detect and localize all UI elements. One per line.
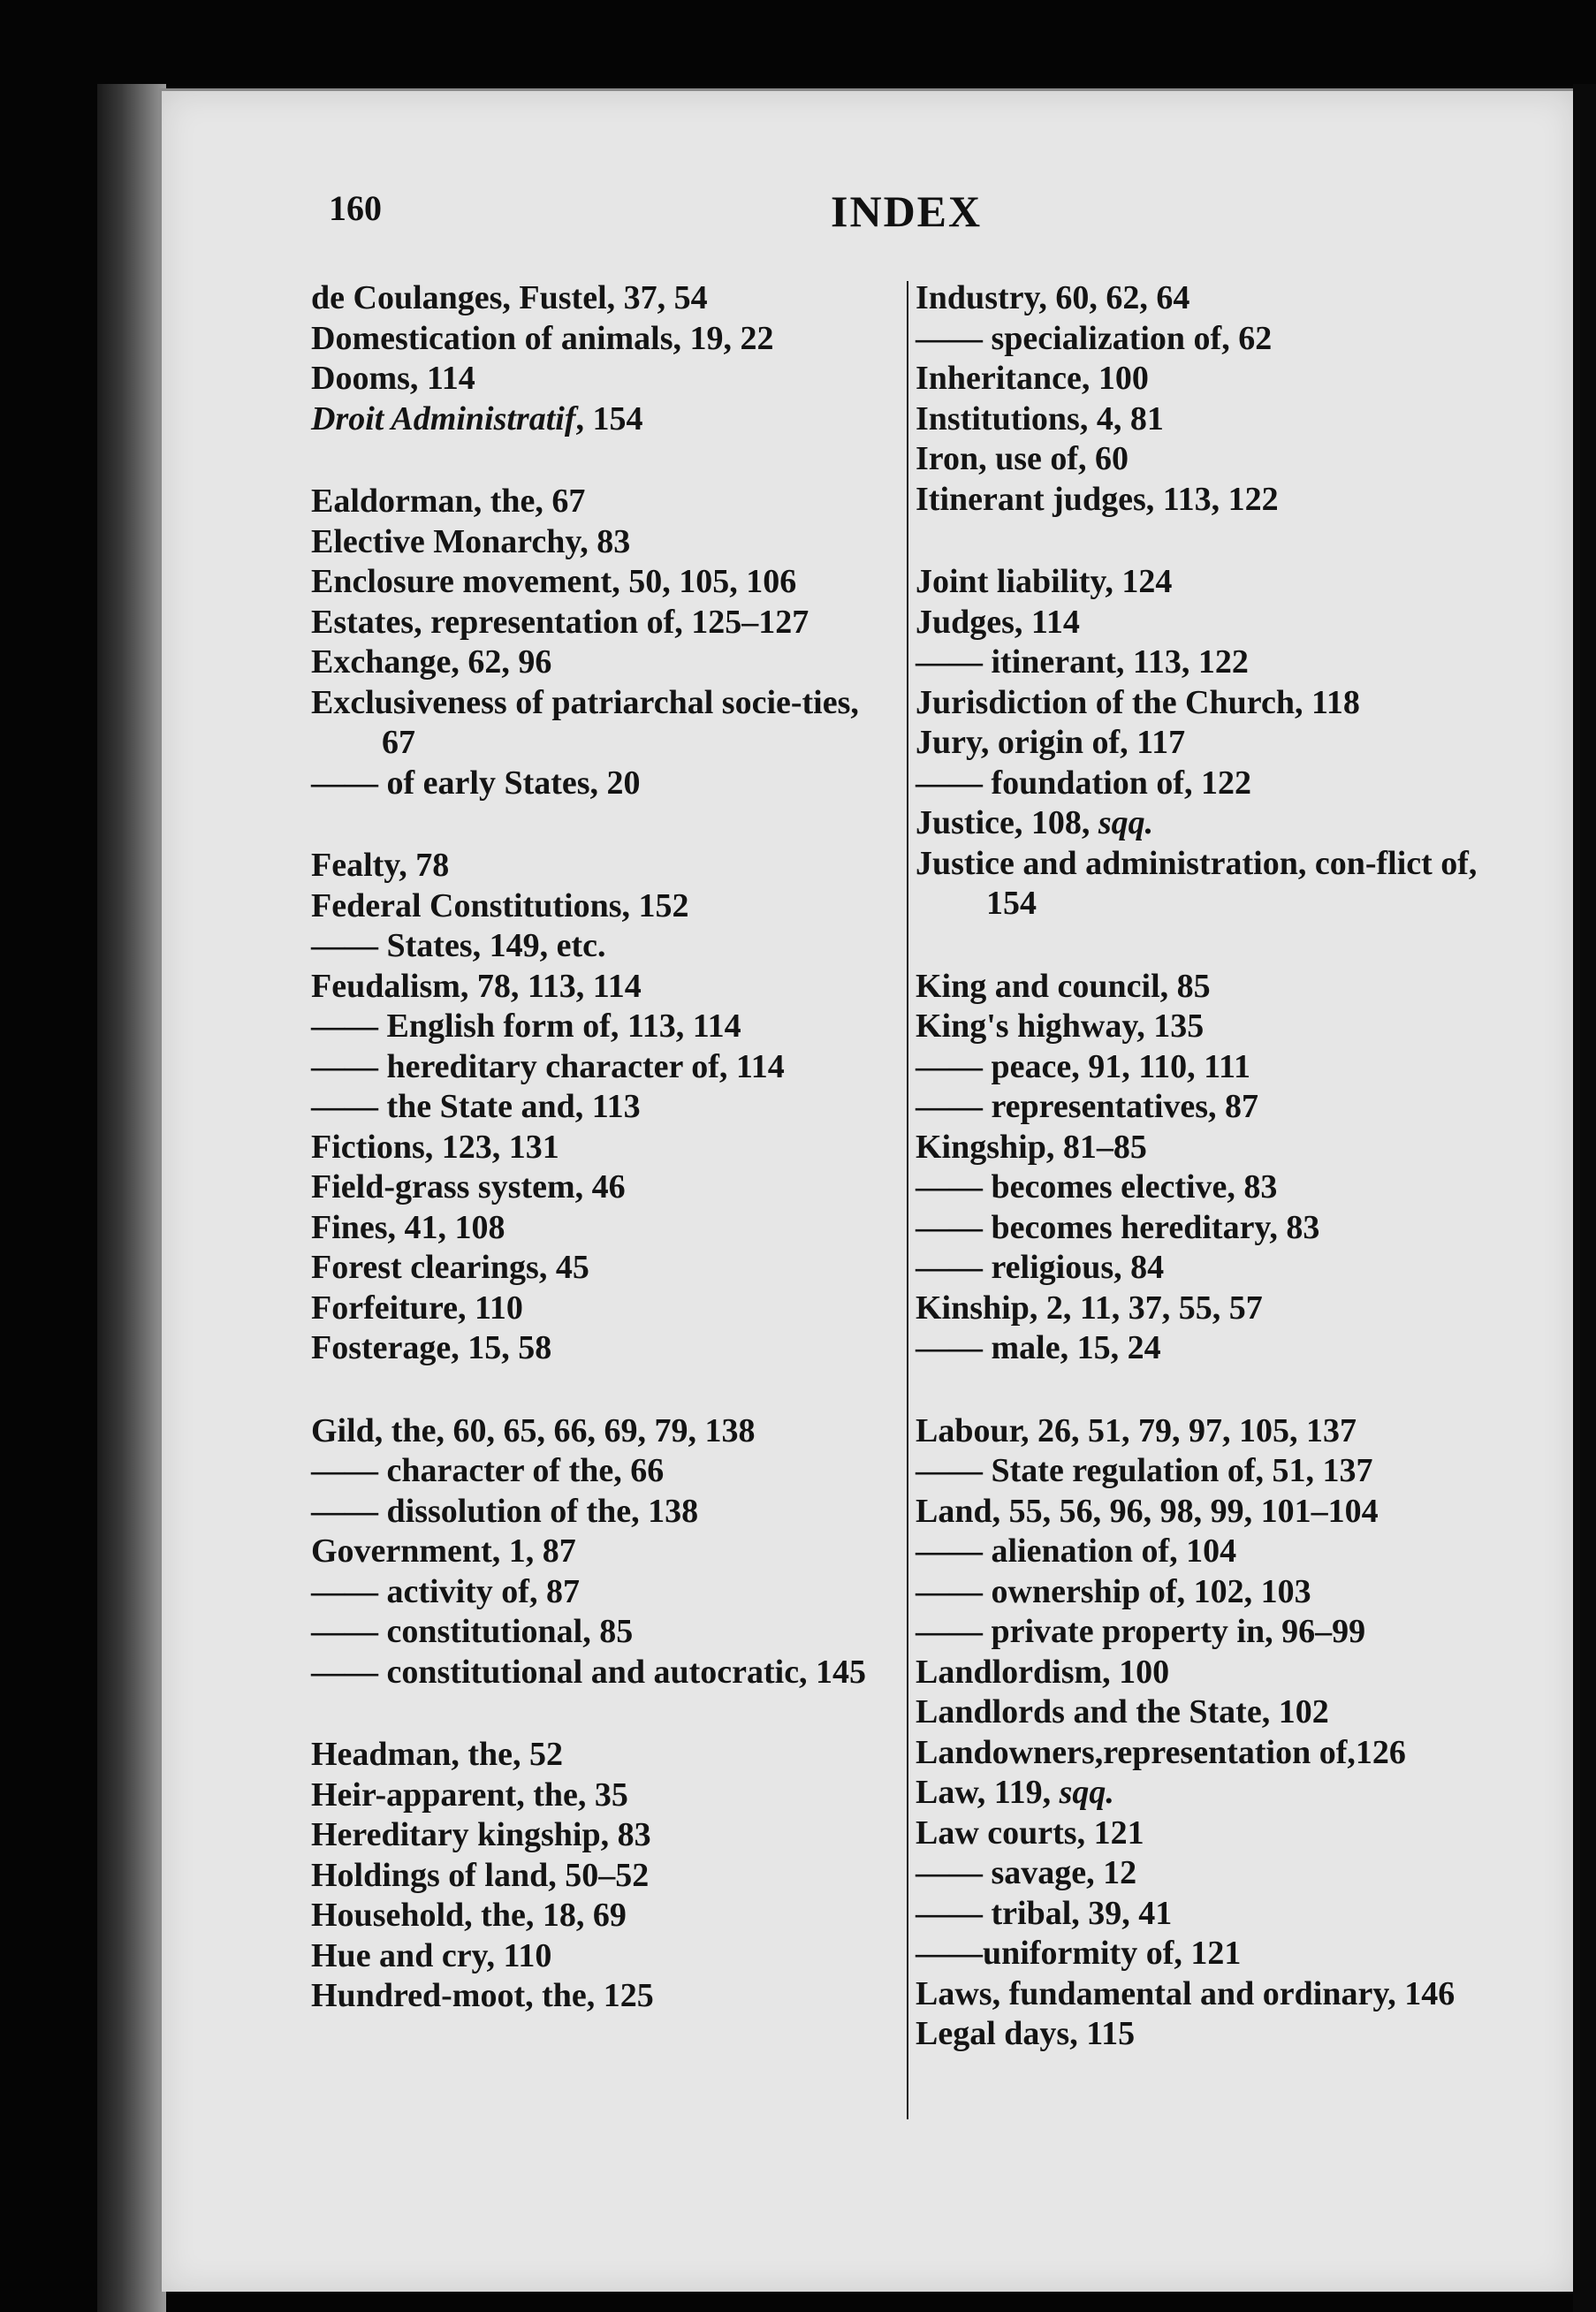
- index-entry: Domestication of animals, 19, 22: [311, 319, 774, 357]
- index-entry: Heir-apparent, the, 35: [311, 1776, 628, 1814]
- index-entry: —— tribal, 39, 41: [916, 1894, 1173, 1932]
- index-entry: Industry, 60, 62, 64: [916, 279, 1190, 316]
- section-gap: [916, 520, 1508, 562]
- index-entry: —— constitutional, 85: [311, 1613, 634, 1650]
- index-entry: Jury, origin of, 117: [916, 724, 1186, 761]
- index-entry: Forfeiture, 110: [311, 1289, 523, 1327]
- index-entry: King and council, 85: [916, 967, 1211, 1005]
- index-entry: Government, 1, 87: [311, 1532, 576, 1570]
- index-entry: —— hereditary character of, 114: [311, 1047, 785, 1085]
- index-entry: Droit Administratif, 154: [311, 399, 643, 437]
- index-entry: Holdings of land, 50–52: [311, 1856, 650, 1894]
- index-entry: Feudalism, 78, 113, 114: [311, 967, 642, 1005]
- index-entry: —— character of the, 66: [311, 1452, 665, 1489]
- book-spine: [97, 84, 166, 2312]
- index-entry: Household, the, 18, 69: [311, 1897, 627, 1934]
- index-entry: —— English form of, 113, 114: [311, 1008, 741, 1045]
- index-entry: Justice and administration, con-flict of, 154: [916, 844, 1478, 922]
- index-entry: Law, 119, sqq.: [916, 1774, 1114, 1811]
- index-entry: Fines, 41, 108: [311, 1208, 505, 1246]
- index-entry: Hundred-moot, the, 125: [311, 1977, 654, 2014]
- index-entry: Laws, fundamental and ordinary, 146: [916, 1974, 1455, 2012]
- section-gap: [311, 803, 899, 846]
- index-entry: —— activity of, 87: [311, 1572, 580, 1610]
- index-entry: Justice, 108, sqq.: [916, 804, 1154, 841]
- index-entry: —— ownership of, 102, 103: [916, 1572, 1311, 1610]
- index-entry: —— of early States, 20: [311, 764, 641, 802]
- index-entry: —— dissolution of the, 138: [311, 1492, 699, 1530]
- index-entry: Inheritance, 100: [916, 360, 1149, 397]
- index-entry: —— male, 15, 24: [916, 1329, 1161, 1366]
- section-gap: [311, 1692, 899, 1735]
- index-entry: de Coulanges, Fustel, 37, 54: [311, 279, 708, 316]
- index-column-right: [916, 278, 1508, 2055]
- index-entry: Hereditary kingship, 83: [311, 1816, 651, 1853]
- index-entry: —— specialization of, 62: [916, 319, 1273, 357]
- index-entry: Land, 55, 56, 96, 98, 99, 101–104: [916, 1492, 1379, 1530]
- index-entry: ——uniformity of, 121: [916, 1935, 1242, 1972]
- index-entry: —— States, 149, etc.: [311, 927, 606, 964]
- index-entry: Exclusiveness of patriarchal socie-ties, 67: [311, 683, 859, 761]
- index-entry: Hue and cry, 110: [311, 1936, 552, 1974]
- index-entry: Federal Constitutions, 152: [311, 886, 689, 924]
- index-entry: —— constitutional and autocratic, 145: [311, 1653, 867, 1691]
- page-title: INDEX: [831, 186, 983, 236]
- index-entry: Legal days, 115: [916, 2015, 1136, 2052]
- index-entry: —— savage, 12: [916, 1854, 1137, 1891]
- index-entry: Fosterage, 15, 58: [311, 1329, 552, 1366]
- index-entry: Joint liability, 124: [916, 563, 1173, 600]
- index-entry: Fealty, 78: [311, 847, 450, 884]
- index-entry: Labour, 26, 51, 79, 97, 105, 137: [916, 1411, 1357, 1449]
- index-entry: Kinship, 2, 11, 37, 55, 57: [916, 1289, 1263, 1327]
- index-entry: —— peace, 91, 110, 111: [916, 1047, 1250, 1085]
- index-entry: Fictions, 123, 131: [311, 1128, 559, 1166]
- index-entry: —— private property in, 96–99: [916, 1613, 1366, 1650]
- section-gap: [311, 439, 899, 482]
- index-entry: —— becomes hereditary, 83: [916, 1208, 1320, 1246]
- index-entry: —— foundation of, 122: [916, 764, 1252, 802]
- index-entry: —— the State and, 113: [311, 1088, 641, 1125]
- index-entry: Landowners,representation of,126: [916, 1733, 1406, 1771]
- index-entry: Ealdorman, the, 67: [311, 483, 586, 520]
- index-entry: —— alienation of, 104: [916, 1532, 1237, 1570]
- index-entry: Field-grass system, 46: [311, 1168, 626, 1205]
- index-entry: Institutions, 4, 81: [916, 399, 1164, 437]
- index-entry: Forest clearings, 45: [311, 1249, 589, 1286]
- index-entry: Landlords and the State, 102: [916, 1693, 1329, 1730]
- index-entry: —— religious, 84: [916, 1249, 1165, 1286]
- index-entry: —— representatives, 87: [916, 1088, 1259, 1125]
- index-entry: Iron, use of, 60: [916, 440, 1129, 477]
- index-column-left: [311, 278, 899, 2017]
- index-entry: Estates, representation of, 125–127: [311, 603, 809, 641]
- index-entry: Headman, the, 52: [311, 1736, 563, 1773]
- index-entry: —— State regulation of, 51, 137: [916, 1452, 1373, 1489]
- index-entry: Landlordism, 100: [916, 1653, 1170, 1691]
- index-entry: Gild, the, 60, 65, 66, 69, 79, 138: [311, 1411, 756, 1449]
- index-entry: —— itinerant, 113, 122: [916, 643, 1249, 681]
- page-right-edge: [1573, 84, 1596, 2312]
- index-entry: Law courts, 121: [916, 1814, 1144, 1852]
- section-gap: [916, 924, 1508, 967]
- index-entry: Judges, 114: [916, 603, 1080, 641]
- section-gap: [916, 1369, 1508, 1411]
- index-entry: Jurisdiction of the Church, 118: [916, 683, 1360, 721]
- index-entry: Dooms, 114: [311, 360, 475, 397]
- column-divider: [907, 281, 908, 2119]
- index-entry: —— becomes elective, 83: [916, 1168, 1278, 1205]
- page-number: 160: [329, 188, 382, 228]
- index-entry: Kingship, 81–85: [916, 1128, 1147, 1166]
- index-entry: Elective Monarchy, 83: [311, 522, 631, 560]
- index-entry: Itinerant judges, 113, 122: [916, 480, 1279, 518]
- section-gap: [311, 1369, 899, 1411]
- index-entry: King's highway, 135: [916, 1008, 1205, 1045]
- index-entry: Exchange, 62, 96: [311, 643, 552, 681]
- index-entry: Enclosure movement, 50, 105, 106: [311, 563, 797, 600]
